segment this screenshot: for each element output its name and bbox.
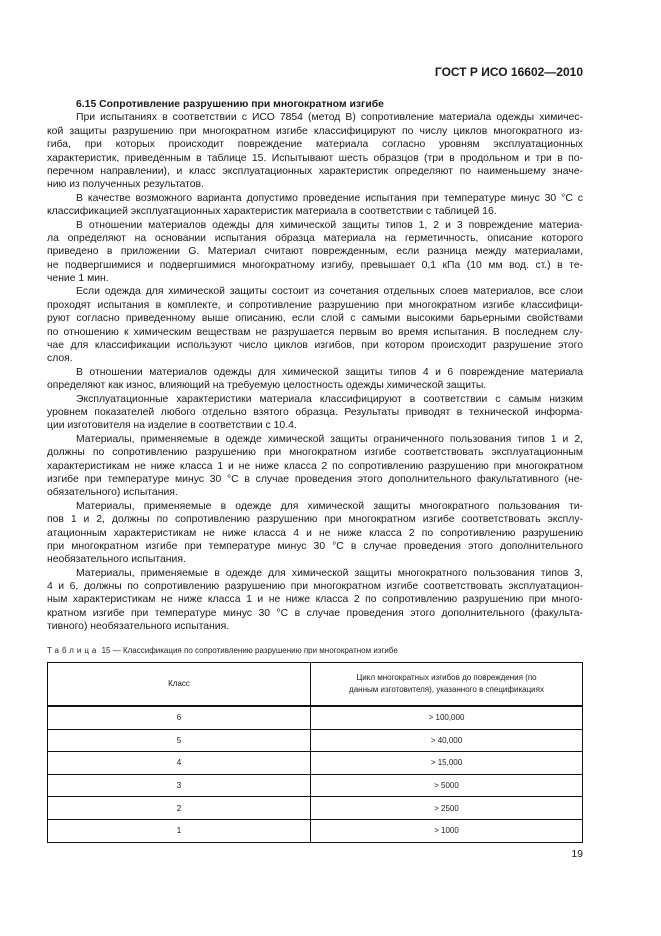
- text-line: определяют как износ, влияющий на требуемую целостность одежды химической защиты.: [47, 380, 487, 392]
- table-row: [48, 752, 583, 775]
- text-line: изгибе при температуре минус 30 °С в случае проведения этого дополнительного факультативного (не-: [47, 473, 583, 485]
- text-line: перечном направлении), и класс эксплуатационных характеристик определяют по наименьшему значе-: [47, 165, 583, 177]
- text-line: характеристикам не ниже класса 1 и не ниже класса 2 по сопротивлению разрушению при многократном: [47, 460, 583, 472]
- paragraph: [47, 500, 583, 567]
- text-line: В качестве возможного варианта допустимо проведение испытания при температуре минус 30 °С с: [76, 192, 583, 204]
- table-caption: [47, 646, 398, 655]
- paragraph: [47, 567, 583, 634]
- table-row: [48, 774, 583, 797]
- text-line: Эксплуатационные характеристики материала классифицируют в соответствии с самым низким: [76, 393, 583, 405]
- text-line: В отношении материалов одежды для химической защиты типов 4 и 6 повреждение материала: [76, 366, 583, 378]
- text-line: необязательного испытания.: [47, 554, 186, 566]
- section-heading: 6.15 Сопротивление разрушению при многократном изгибе: [76, 99, 384, 110]
- header-cycles: [311, 663, 583, 707]
- header-class: Класс: [48, 663, 311, 707]
- paragraph: [47, 192, 583, 219]
- paragraph: [47, 433, 583, 500]
- text-line: при многократном изгибе при температуре минус 30 °С в случае проведения этого дополнительного: [47, 540, 583, 552]
- cell-cycles: > 1000: [311, 819, 583, 842]
- cell-class: 3: [48, 774, 311, 797]
- text-line: приведено в приложении G. Материал считают поврежденным, если разница между материалами,: [47, 246, 583, 258]
- text-line: уровнем показателей любого отдельно взятого образца. Результаты приводят в технической информа-: [47, 407, 583, 418]
- text-line: Материалы, применяемые в одежде химической защиты ограниченного пользования типов 1 и 2,: [76, 433, 583, 445]
- cell-class: 5: [48, 729, 311, 752]
- paragraph: [47, 111, 583, 191]
- cell-cycles: > 100,000: [311, 706, 583, 729]
- table-row: [48, 729, 583, 752]
- text-line: нию из полученных результатов.: [47, 179, 204, 191]
- text-line: кой защиты разрушению при многократном изгибе классифицируют по числу циклов многократного из-: [47, 125, 583, 137]
- text-line: пов 1 и 2, должны по сопротивлению разрушению при многократном изгибе соответствовать эксплу-: [47, 514, 583, 526]
- text-line: гиба, при которых происходит повреждение материала согласно уровням эксплуатационных: [47, 139, 583, 151]
- text-line: по отношению к химическим веществам не разрушается первым во время испытания. В последнем слу-: [47, 326, 583, 338]
- paragraph: [47, 393, 583, 433]
- text-line: кратном изгибе при температуре минус 30 °С в случае проведения этого дополнительного (факульта-: [47, 607, 583, 619]
- cell-cycles: > 15,000: [311, 752, 583, 775]
- paragraph: [47, 366, 583, 393]
- text-line: классификацией эксплуатационных характеристик материала в соответствии с таблицей 16.: [47, 206, 497, 218]
- text-line: При испытаниях в соответствии с ИСО 7854 (метод В) сопротивление материала одежды химичес-: [76, 112, 583, 124]
- text-line: обязательного) испытания.: [47, 487, 178, 499]
- text-line: чение 1 мин.: [47, 273, 109, 285]
- cell-class: 1: [48, 819, 311, 842]
- table-row: [48, 797, 583, 820]
- text-line: ции изготовителя на изделие в соответствии с 10.4.: [47, 420, 297, 432]
- text-line: должны по сопротивлению разрушению при многократном изгибе соответствовать эксплуатационным: [47, 447, 583, 459]
- table-row: [48, 819, 583, 842]
- text-line: тивного) необязательного испытания.: [47, 621, 230, 633]
- page-number: 19: [571, 848, 583, 860]
- text-line: ла определяют на основании испытания образца материала на герметичность, описание которого: [47, 232, 583, 244]
- table-caption-text: 15 — Классификация по сопротивлению разрушению при многократном изгибе: [101, 646, 398, 655]
- text-line: характеристик, приведенным в таблице 15. Испытывают шесть образцов (три в продольном и три в по-: [47, 152, 583, 164]
- text-line: чае для классификации используют число циклов изгибов, при котором происходит разрушение этого: [47, 340, 583, 352]
- text-line: проходят испытания в комплекте, и сопротивление разрушению при многократном изгибе классифици-: [47, 299, 583, 311]
- text-line: слоя.: [47, 353, 73, 365]
- header-cycles-text: Цикл многократных изгибов до повреждения (по данным изготовителя), указанного в спецификациях: [349, 673, 544, 694]
- document-header: ГОСТ Р ИСО 16602—2010: [434, 65, 583, 79]
- cell-cycles: > 2500: [311, 797, 583, 820]
- cell-class: 6: [48, 706, 311, 729]
- cell-cycles: > 40,000: [311, 729, 583, 752]
- text-line: ным характеристикам не ниже класса 1 и не ниже класса 2 по сопротивлению разрушению при много-: [47, 594, 583, 606]
- table-header-row: [48, 663, 583, 707]
- cell-class: 4: [48, 752, 311, 775]
- text-line: атационным характеристикам не ниже класса 4 и не ниже класса 2 по сопротивлению разрушению: [47, 527, 583, 539]
- paragraph: [47, 219, 583, 286]
- text-line: Материалы, применяемые в одежде для химической защиты многократного пользования типов 3,: [76, 567, 583, 579]
- table-caption-label: Таблица: [47, 646, 100, 655]
- classification-table: [47, 662, 583, 843]
- table-row: [48, 706, 583, 729]
- text-line: не подвергшимися и подвергшимися многократному изгибу, превышает 0,1 кПа (10 мм вод. ст.) в те-: [47, 259, 583, 271]
- text-line: руют согласно приведенному выше описанию, если слой с самыми высокими барьерными свойствами: [47, 313, 583, 325]
- text-line: В отношении материалов одежды для химической защиты типов 1, 2 и 3 повреждение материа-: [76, 219, 583, 231]
- cell-class: 2: [48, 797, 311, 820]
- text-line: Материалы, применяемые в одежде для химической защиты многократного пользования ти-: [76, 500, 583, 512]
- text-line: Если одежда для химической защиты состоит из сочетания отдельных слоев материалов, все слои: [76, 286, 583, 298]
- document-body: [47, 98, 583, 634]
- paragraph: [47, 285, 583, 365]
- text-line: 4 и 6, должны по сопротивлению разрушению при многократном изгибе соответствовать эксплуатацион-: [47, 581, 583, 593]
- paragraphs: [47, 111, 583, 633]
- cell-cycles: > 5000: [311, 774, 583, 797]
